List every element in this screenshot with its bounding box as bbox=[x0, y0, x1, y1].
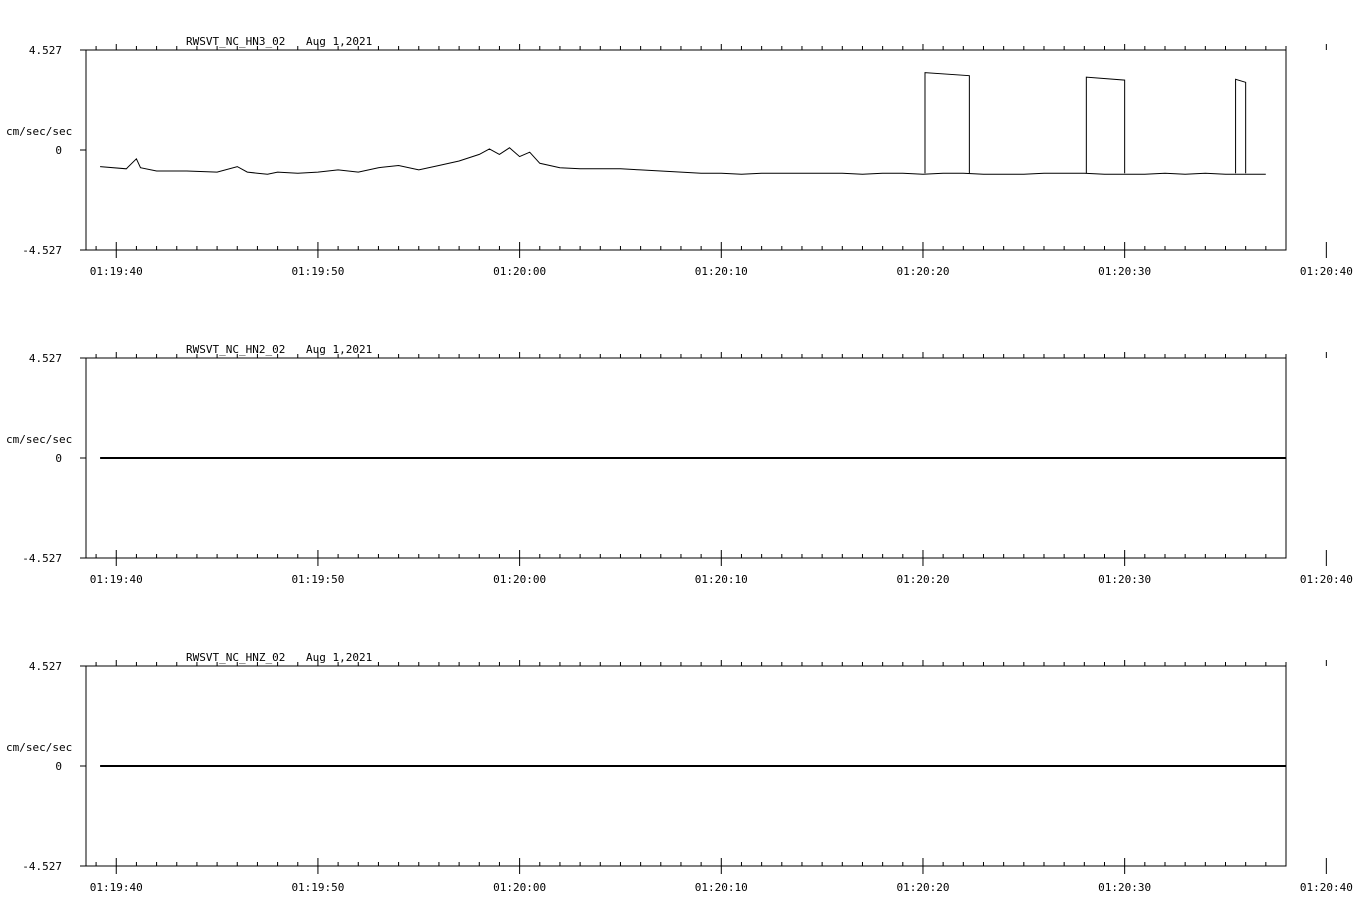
y-tick-label: 4.527 bbox=[28, 660, 62, 673]
x-tick-label: 01:20:20 bbox=[896, 265, 950, 278]
panel-2 bbox=[6, 343, 1358, 586]
panel-1 bbox=[6, 35, 1358, 278]
x-tick-label: 01:19:50 bbox=[291, 265, 345, 278]
y-tick-label: -4.527 bbox=[22, 244, 62, 257]
x-tick-label: 01:19:40 bbox=[89, 881, 143, 894]
x-tick-label: 01:19:40 bbox=[89, 265, 143, 278]
x-tick-label: 01:20:00 bbox=[493, 265, 547, 278]
x-tick-label: 01:20:40 bbox=[1299, 573, 1353, 586]
x-tick-label: 01:20:30 bbox=[1098, 265, 1152, 278]
x-tick-label: 01:20:00 bbox=[493, 881, 547, 894]
x-tick-label: 01:20:40 bbox=[1299, 265, 1353, 278]
panel-title: RWSVT_NC_HN2_02 bbox=[186, 343, 286, 356]
step-segment bbox=[1236, 79, 1246, 173]
x-tick-label: 01:20:40 bbox=[1299, 881, 1353, 894]
panel-date: Aug 1,2021 bbox=[306, 35, 373, 48]
y-axis-label: cm/sec/sec bbox=[6, 433, 73, 446]
panel-date: Aug 1,2021 bbox=[306, 343, 373, 356]
step-segment bbox=[925, 73, 969, 174]
panel-date: Aug 1,2021 bbox=[306, 651, 373, 664]
x-tick-label: 01:20:10 bbox=[694, 573, 748, 586]
x-tick-label: 01:19:40 bbox=[89, 573, 143, 586]
y-tick-label: 4.527 bbox=[28, 352, 62, 365]
panel-title: RWSVT_NC_HN3_02 bbox=[186, 35, 286, 48]
panel-3 bbox=[6, 651, 1358, 894]
y-axis-label: cm/sec/sec bbox=[6, 125, 73, 138]
x-tick-label: 01:19:50 bbox=[291, 881, 345, 894]
x-tick-label: 01:20:30 bbox=[1098, 881, 1152, 894]
y-tick-label: 0 bbox=[55, 144, 62, 157]
y-axis-label: cm/sec/sec bbox=[6, 741, 73, 754]
panel-title: RWSVT_NC_HNZ_02 bbox=[186, 651, 286, 664]
x-tick-label: 01:20:10 bbox=[694, 265, 748, 278]
y-tick-label: 0 bbox=[55, 760, 62, 773]
step-segment bbox=[1086, 77, 1124, 173]
x-tick-label: 01:20:30 bbox=[1098, 573, 1152, 586]
x-tick-label: 01:20:20 bbox=[896, 573, 950, 586]
plot-frame bbox=[86, 50, 1286, 250]
y-tick-label: 0 bbox=[55, 452, 62, 465]
x-tick-label: 01:20:10 bbox=[694, 881, 748, 894]
y-tick-label: -4.527 bbox=[22, 860, 62, 873]
series-line bbox=[100, 148, 1266, 175]
x-tick-label: 01:20:00 bbox=[493, 573, 547, 586]
y-tick-label: -4.527 bbox=[22, 552, 62, 565]
y-tick-label: 4.527 bbox=[28, 44, 62, 57]
x-tick-label: 01:20:20 bbox=[896, 881, 950, 894]
x-tick-label: 01:19:50 bbox=[291, 573, 345, 586]
